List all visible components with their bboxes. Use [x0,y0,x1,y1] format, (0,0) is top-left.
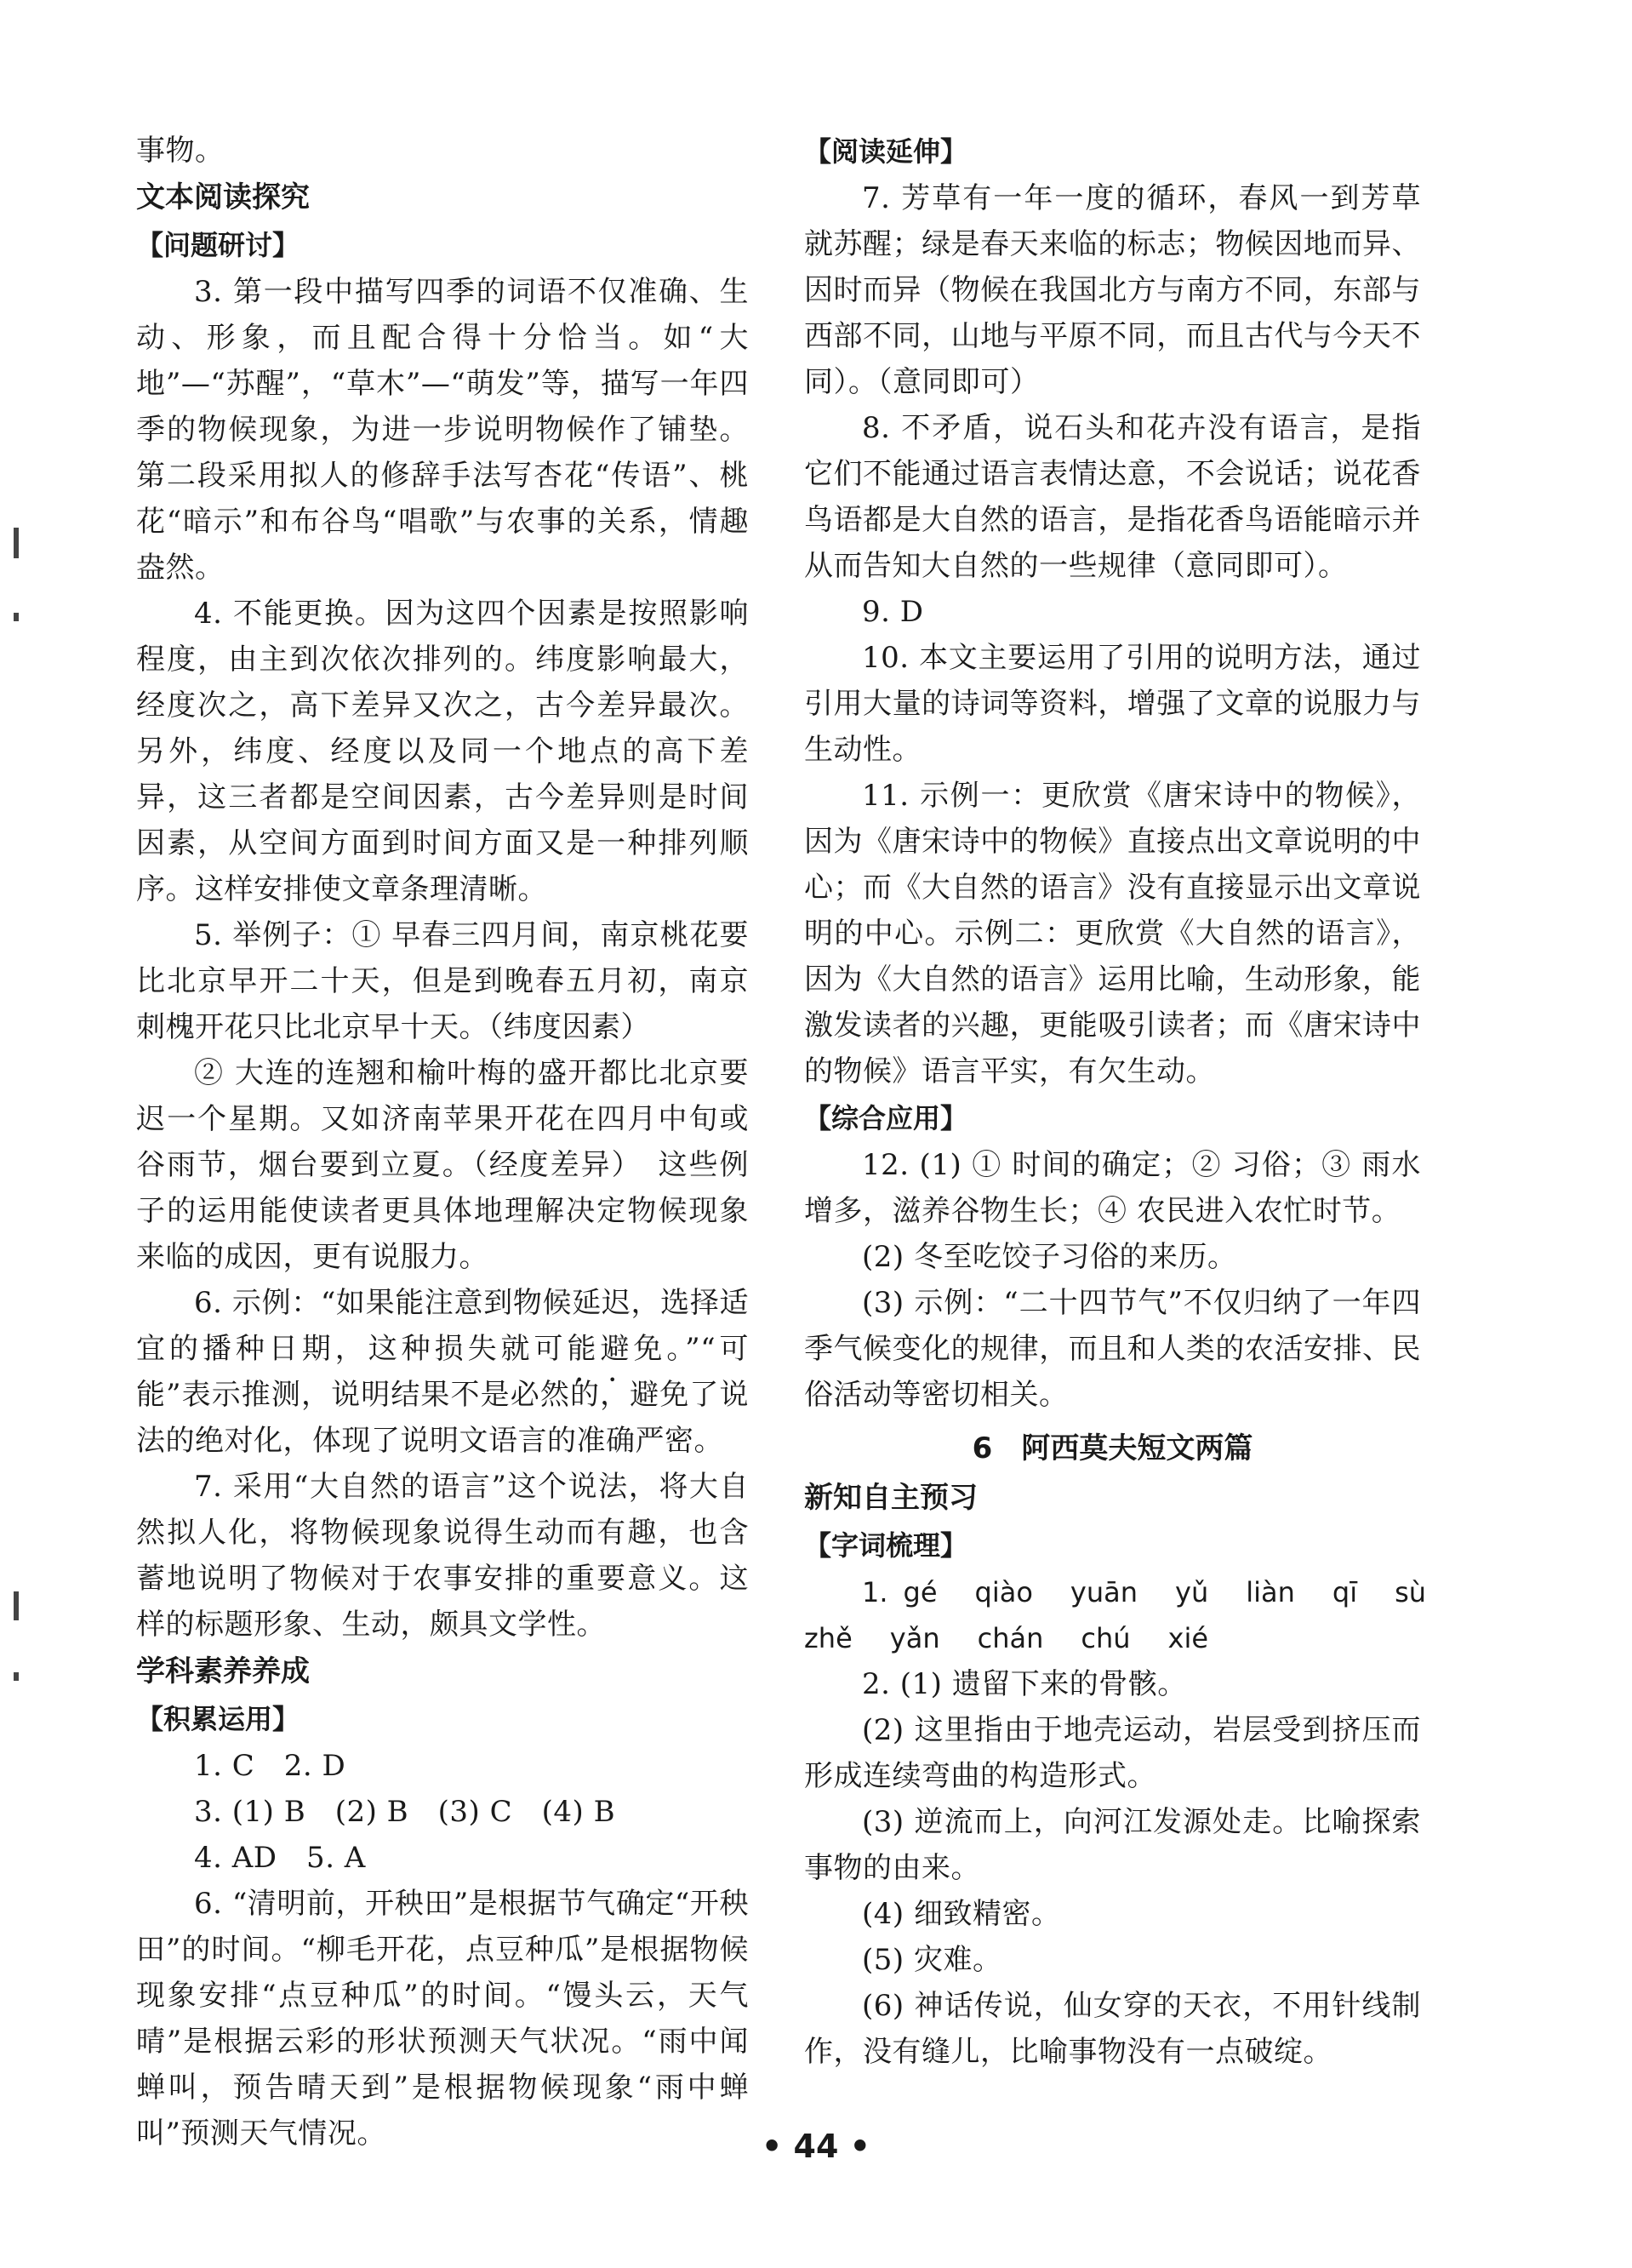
pinyin-number: 1. [862,1576,888,1608]
pinyin-item: xié [1167,1622,1209,1654]
binding-mark [14,528,19,558]
continued-text: 事物。 [136,134,225,168]
answer-6-post: 避免。”“可能”表示推测，说明结果不是必然的，避免了说法的绝对化，体现了说明文语言的准确严密。 [136,1332,750,1458]
section-title-text-reading: 文本阅读探究 [136,180,310,214]
pinyin-item: chán [977,1622,1044,1654]
binding-mark [14,1672,19,1681]
pinyin-item: qī [1332,1576,1358,1608]
chapter-title: 6 阿西莫夫短文两篇 [972,1431,1253,1465]
definition-1: 2. (1) 遗留下来的骨骸。 [862,1667,1187,1701]
pinyin-item: chú [1081,1622,1131,1654]
binding-mark [14,1591,19,1620]
answer-r12-3: (3) 示例：“二十四节气”不仅归纳了一年四季气候变化的规律，而且和人类的农活安排、民俗活动等密切相关。 [804,1286,1421,1412]
pinyin-item: yǎn [889,1622,940,1654]
answer-r12-2: (2) 冬至吃饺子习俗的来历。 [862,1240,1237,1274]
definition-4: (4) 细致精密。 [862,1897,1061,1931]
answer-r12-1: 12. (1) ① 时间的确定；② 习俗；③ 雨水增多，滋养谷物生长；④ 农民进入农忙时节。 [804,1148,1421,1228]
answer-4: 4. 不能更换。因为这四个因素是按照影响程度，由主到次依次排列的。纬度影响最大，经度次之，高下差异又次之，古今差异最次。另外，纬度、经度以及同一个地点的高下差异，这三者都是空间因素，古今差异则是时间因素，从空间方面到时间方面又是一种排列顺序。这样安排使文章条理清晰。 [136,597,749,906]
pinyin-row-2 [804,1615,1421,1661]
answer-r11: 11. 示例一：更欣赏《唐宋诗中的物候》，因为《唐宋诗中的物候》直接点出文章说明的中心；而《大自然的语言》没有直接显示出文章说明的中心。示例二：更欣赏《大自然的语言》，因为《大自然的语言》运用比喻，生动形象，能激发读者的兴趣，更能吸引读者；而《唐宋诗中的物候》语言平实，有欠生动。 [804,779,1421,1088]
pinyin-row-1 [804,1569,1427,1615]
page-number: • 44 • [762,2128,870,2165]
answer-6-proverbs: 6. “清明前，开秧田”是根据节气确定“开秧田”的时间。“柳毛开花，点豆种瓜”是根据物候现象安排“点豆种瓜”的时间。“馒头云，天气晴”是根据云彩的形状预测天气状况。“雨中闻蝉叫，预告晴天到”是根据物候现象“雨中蝉叫”预测天气情况。 [136,1887,749,2151]
answer-r10: 10. 本文主要运用了引用的说明方法，通过引用大量的诗词等资料，增强了文章的说服力与生动性。 [804,641,1421,767]
pinyin-item: yǔ [1175,1576,1209,1608]
pinyin-item: sù [1395,1576,1427,1608]
answers-4-5: 4. AD 5. A [194,1841,366,1875]
binding-mark [14,613,19,621]
answer-5b: ② 大连的连翘和榆叶梅的盛开都比北京要迟一个星期。又如济南苹果开花在四月中旬或谷雨节，烟台要到立夏。（经度差异） 这些例子的运用能使读者更具体地理解决定物候现象来临的成因，更有说服力。 [136,1056,749,1274]
subsection-header-jilei: 【积累运用】 [136,1703,300,1735]
definition-3: (3) 逆流而上，向河江发源处走。比喻探索事物的由来。 [804,1805,1421,1885]
right-column [804,128,1427,2075]
section-title-preview: 新知自主预习 [804,1481,978,1515]
answer-r9: 9. D [862,595,924,629]
answer-3-choices: 3. (1) B (2) B (3) C (4) B [194,1795,616,1829]
answer-7: 7. 采用“大自然的语言”这个说法，将大自然拟人化，将物候现象说得生动而有趣，也含蓄地说明了物候对于农事安排的重要意义。这样的标题形象、生动，颇具文学性。 [136,1470,749,1642]
pinyin-item: yuān [1070,1576,1138,1608]
subsection-header-zici: 【字词梳理】 [804,1529,968,1562]
emphasis-char: 能 [567,1332,601,1366]
answer-r7: 7. 芳草有一年一度的循环，春风一到芳草就苏醒；绿是春天来临的标志；物候因地而异、因时而异（物候在我国北方与南方不同，东部与西部不同，山地与平原不同，而且古代与今天不同）。（意同即可） [804,181,1421,399]
subsection-header-zonghe: 【综合应用】 [804,1102,968,1134]
pinyin-item: qiào [974,1576,1033,1608]
definition-6: (6) 神话传说，仙女穿的天衣，不用针线制作，没有缝儿，比喻事物没有一点破绽。 [804,1989,1421,2069]
section-title-subject: 学科素养养成 [136,1654,310,1688]
answer-5a: 5. 举例子：① 早春三四月间，南京桃花要比北京早开二十天，但是到晚春五月初，南京刺槐开花只比北京早十天。（纬度因素） [136,918,749,1044]
pinyin-item: zhě [804,1622,853,1654]
answers-1-2: 1. C 2. D [194,1749,346,1783]
pinyin-item: liàn [1246,1576,1295,1608]
emphasis-char: 可 [534,1332,568,1366]
answer-6 [136,1280,749,1464]
definition-5: (5) 灾难。 [862,1943,1002,1977]
pinyin-item: gé [903,1576,938,1608]
definition-2: (2) 这里指由于地壳运动，岩层受到挤压而形成连续弯曲的构造形式。 [804,1713,1421,1793]
subsection-header-yuedu: 【阅读延伸】 [804,135,968,168]
answer-6-pre: 6. 示例：“如果能注意到物候延迟，选择适宜的播种日期，这种损失就 [136,1286,749,1366]
subsection-header-wenti: 【问题研讨】 [136,229,300,261]
answer-r8: 8. 不矛盾，说石头和花卉没有语言，是指它们不能通过语言表情达意，不会说话；说花香鸟语都是大自然的语言，是指花香鸟语能暗示并从而告知大自然的一些规律（意同即可）。 [804,411,1421,583]
answer-3: 3. 第一段中描写四季的词语不仅准确、生动、形象，而且配合得十分恰当。如“大地”—“苏醒”，“草木”—“萌发”等，描写一年四季的物候现象，为进一步说明物候作了铺垫。第二段采用拟人的修辞手法写杏花“传语”、桃花“暗示”和布谷鸟“唱歌”与农事的关系，情趣盎然。 [136,275,749,585]
left-column [136,128,749,2157]
